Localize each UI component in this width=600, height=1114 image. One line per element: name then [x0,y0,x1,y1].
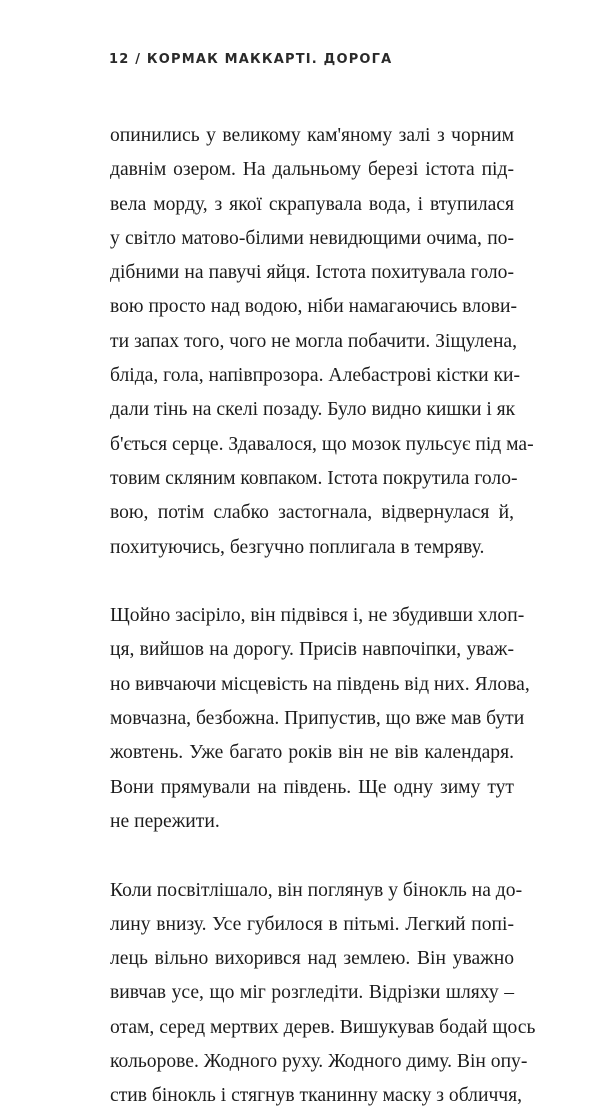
text-line: у світло матово-білими невидющими очима, по- [110,227,514,249]
body-text [110,119,536,1114]
text-line: вою просто над водою, ніби намагаючись влови- [110,296,518,318]
text-line: лину внизу. Усе губилося в пітьмі. Легкий попі- [110,913,514,935]
text-line: жовтень. Уже багато років він не вів календаря. [110,742,514,764]
running-title: КОРМАК МАККАРТІ. ДОРОГА [146,52,393,67]
text-line: опинились у великому кам'яному залі з чорним [110,125,514,146]
text-line: не пережити. [110,810,220,832]
text-line: ця, вийшов на дорогу. Присів навпочіпки, уваж- [110,639,514,661]
page-number: 12 [109,52,130,67]
text-line: стив бінокль і стягнув тканинну маску з обличчя, [110,1085,523,1107]
paragraph-2 [110,599,530,839]
text-line: похитуючись, безгучно поплигала в темряву. [110,536,485,558]
header-separator: / [129,52,147,67]
text-line: вивчав усе, що міг розгледіти. Відрізки шляху – [110,982,514,1004]
text-line: Щойно засіріло, він підвівся і, не збудивши хлоп- [110,605,525,627]
text-line: бліда, гола, напівпрозора. Алебастрові кістки ки- [110,365,521,387]
text-line: б'ється серце. Здавалося, що мозок пульсує під ма- [110,433,534,455]
text-line: дали тінь на скелі позаду. Було видно кишки і як [110,399,516,421]
text-line: давнім озером. На дальньому березі істота під- [110,159,514,181]
text-line: отам, серед мертвих дерев. Вишукував бодай щось [110,1016,536,1038]
text-line: мовчазна, безбожна. Припустив, що вже мав бути [110,708,525,730]
running-head [109,52,392,67]
text-line: Коли посвітлішало, він поглянув у бінокль на до- [110,879,523,901]
text-line: ти запах того, чого не могла побачити. Зіщулена, [110,330,518,352]
text-line: вела морду, з якої скрапувала вода, і втупилася [110,193,514,215]
text-line: кольорове. Жодного руху. Жодного диму. Він опу- [110,1051,528,1073]
text-line: дібними на павучі яйця. Істота похитувала голо- [110,262,514,284]
text-line: вою, потім слабко застогнала, відвернулася й, [110,502,514,524]
text-line: но вивчаючи місцевість на південь від них. Ялова, [110,673,530,695]
paragraph-3 [110,874,536,1114]
paragraph-1 [110,119,534,565]
text-line: товим скляним ковпаком. Істота покрутила голо- [110,467,518,489]
text-line: лець вільно вихорився над землею. Він уважно [110,948,514,970]
text-line: Вони прямували на південь. Ще одну зиму тут [110,776,514,798]
